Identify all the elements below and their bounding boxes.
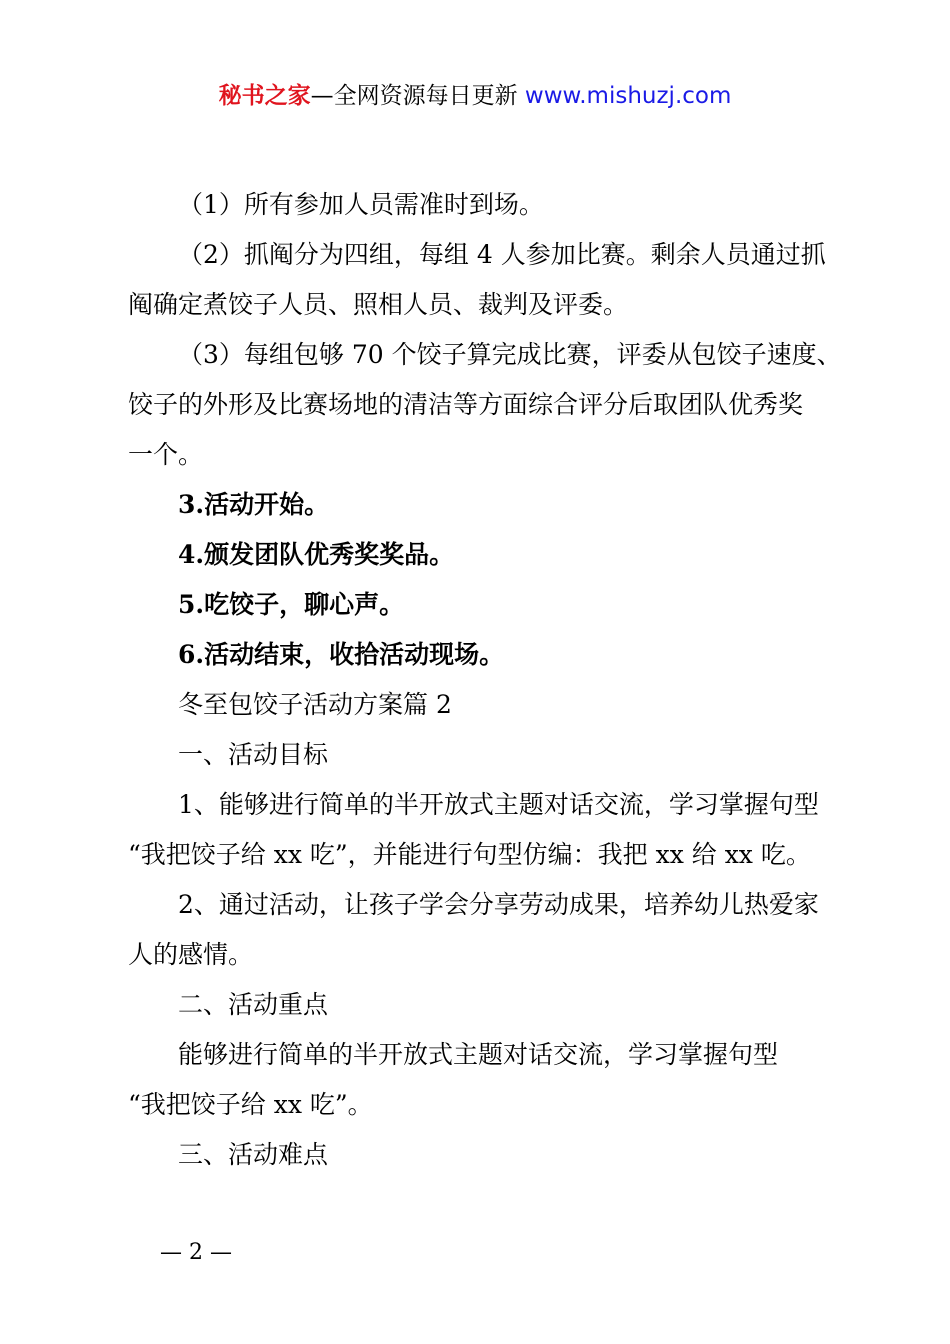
goal-2-cont: 人的感情。 bbox=[128, 940, 254, 969]
step-5-heading: 5.吃饺子，聊心声。 bbox=[178, 590, 405, 619]
paragraph-rule-3-cont: 饺子的外形及比赛场地的清洁等方面综合评分后取团队优秀奖 bbox=[128, 390, 804, 419]
heading-goals: 一、活动目标 bbox=[178, 740, 329, 769]
goal-2: 2、通过活动，让孩子学会分享劳动成果，培养幼儿热爱家 bbox=[178, 890, 819, 919]
key-point: 能够进行简单的半开放式主题对话交流，学习掌握句型 bbox=[178, 1040, 779, 1069]
site-brand: 秘书之家 bbox=[218, 83, 311, 109]
heading-difficulties: 三、活动难点 bbox=[178, 1140, 329, 1169]
site-url-link[interactable]: www.mishuzj.com bbox=[524, 83, 732, 109]
page-number: — 2 — bbox=[160, 1240, 232, 1265]
key-point-cont: “我把饺子给 xx 吃”。 bbox=[128, 1090, 373, 1119]
site-tagline: —全网资源每日更新 bbox=[310, 83, 525, 109]
site-header bbox=[0, 80, 950, 112]
goal-1: 1、能够进行简单的半开放式主题对话交流，学习掌握句型 bbox=[178, 790, 819, 819]
paragraph-rule-2-cont: 阄确定煮饺子人员、照相人员、裁判及评委。 bbox=[128, 290, 629, 319]
step-3-heading: 3.活动开始。 bbox=[178, 490, 330, 519]
paragraph-rule-3-end: 一个。 bbox=[128, 440, 204, 469]
step-4-heading: 4.颁发团队优秀奖奖品。 bbox=[178, 540, 455, 569]
goal-1-cont: “我把饺子给 xx 吃”，并能进行句型仿编：我把 xx 给 xx 吃。 bbox=[128, 840, 811, 869]
step-6-heading: 6.活动结束，收拾活动现场。 bbox=[178, 640, 505, 669]
paragraph-rule-1: （1）所有参加人员需准时到场。 bbox=[178, 190, 544, 219]
paragraph-rule-2: （2）抓阄分为四组，每组 4 人参加比赛。剩余人员通过抓 bbox=[178, 240, 826, 269]
heading-key-points: 二、活动重点 bbox=[178, 990, 329, 1019]
section-title: 冬至包饺子活动方案篇 2 bbox=[178, 690, 452, 719]
document-body bbox=[128, 180, 842, 1180]
paragraph-rule-3: （3）每组包够 70 个饺子算完成比赛，评委从包饺子速度、 bbox=[178, 340, 842, 369]
